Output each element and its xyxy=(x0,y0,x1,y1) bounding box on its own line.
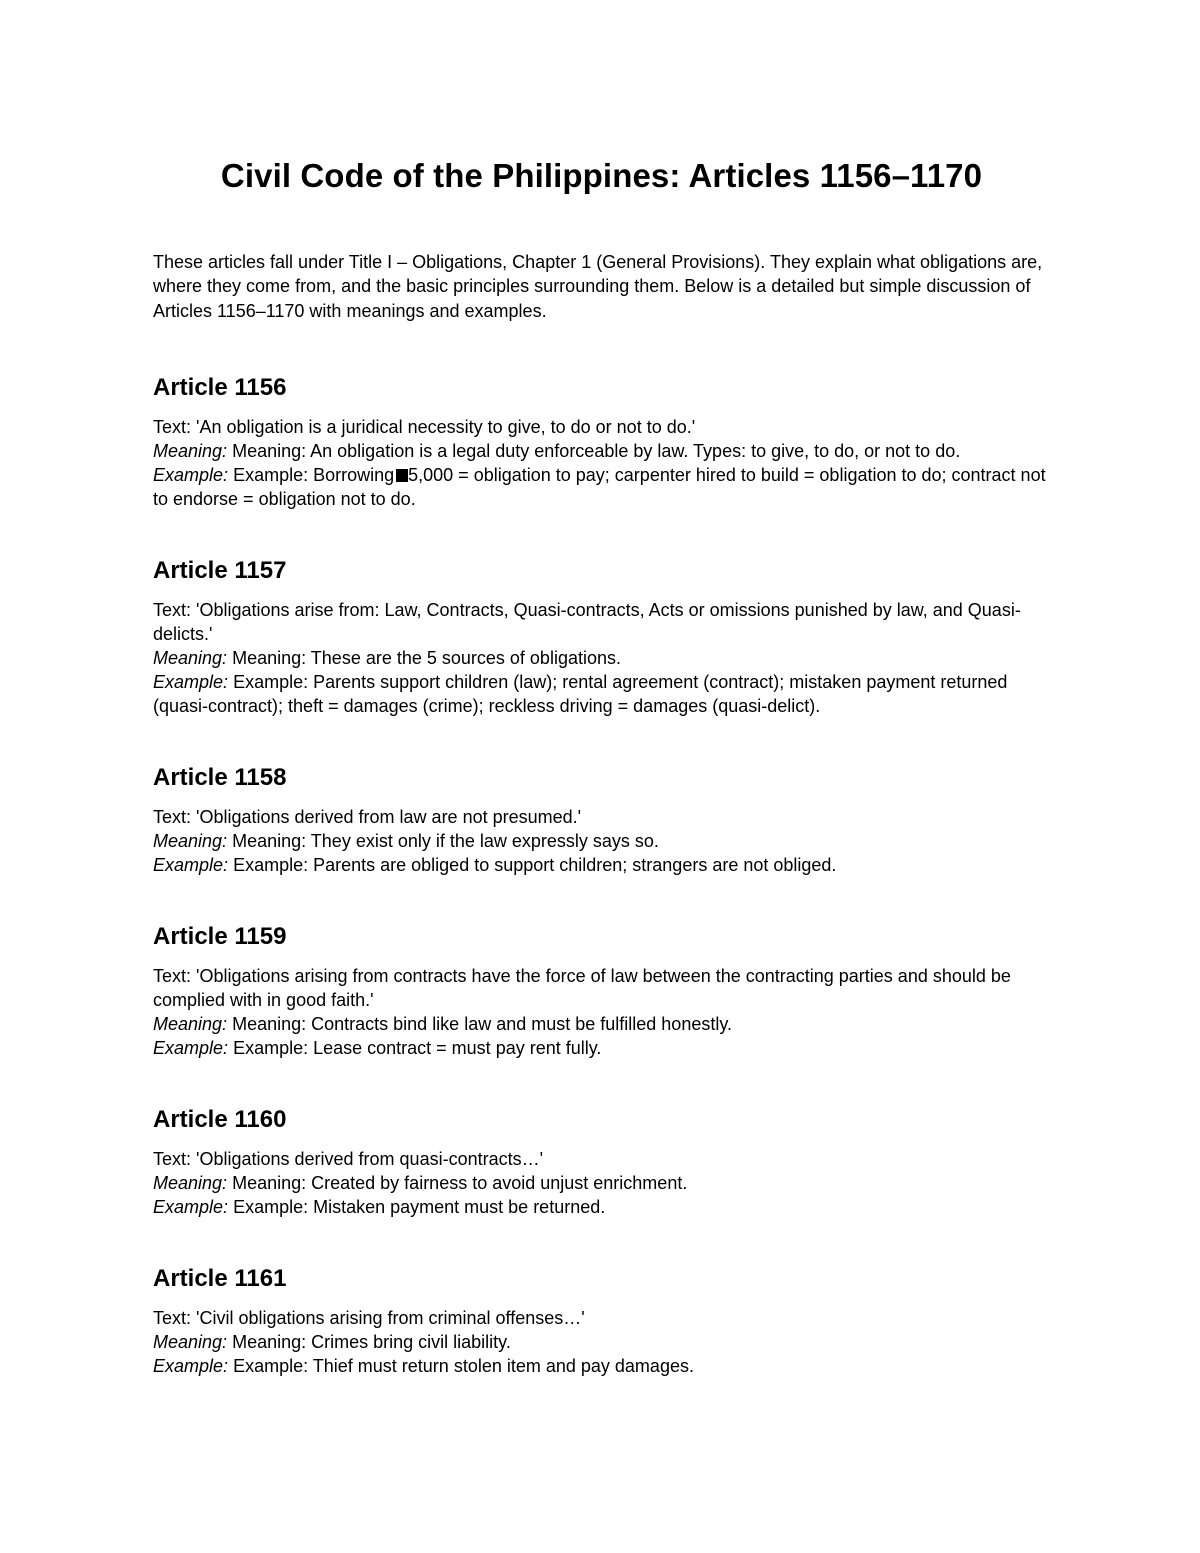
article-1159 xyxy=(153,920,1050,1060)
article-heading: Article 1156 xyxy=(153,373,287,401)
article-1156 xyxy=(153,371,1050,511)
article-example xyxy=(153,670,1050,718)
article-1161 xyxy=(153,1262,1050,1378)
article-example xyxy=(153,1354,1050,1378)
article-meaning xyxy=(153,829,1050,853)
example-label: Example: xyxy=(153,464,229,485)
article-text: Text: 'Civil obligations arising from criminal offenses…' xyxy=(153,1307,585,1328)
article-heading: Article 1160 xyxy=(153,1105,287,1133)
article-meaning xyxy=(153,1012,1050,1036)
meaning-label: Meaning: xyxy=(153,440,228,461)
article-heading: Article 1158 xyxy=(153,763,287,791)
article-1157 xyxy=(153,554,1050,718)
meaning-text: Meaning: They exist only if the law expressly says so. xyxy=(232,830,659,851)
meaning-label: Meaning: xyxy=(153,830,228,851)
meaning-text: Meaning: These are the 5 sources of obligations. xyxy=(232,647,621,668)
article-1160 xyxy=(153,1103,1050,1219)
example-label: Example: xyxy=(153,671,229,692)
meaning-label: Meaning: xyxy=(153,1013,228,1034)
example-text: Example: Parents support children (law); rental agreement (contract); mistaken payment returned (quasi-contract); theft = damages (crime); reckless driving = damages (quasi-delict). xyxy=(153,671,1008,716)
article-heading: Article 1157 xyxy=(153,556,287,584)
article-meaning xyxy=(153,646,1050,670)
meaning-label: Meaning: xyxy=(153,647,228,668)
intro-paragraph: These articles fall under Title I – Obligations, Chapter 1 (General Provisions). They explain what obligations are, where they come from, and the basic principles surrounding them. Below is a detailed but simple discussion of Articles 1156–1170 with meanings and examples. xyxy=(153,252,1043,321)
article-heading: Article 1159 xyxy=(153,922,287,950)
meaning-text: Meaning: Contracts bind like law and must be fulfilled honestly. xyxy=(232,1013,733,1034)
article-meaning xyxy=(153,439,1050,463)
missing-peso-glyph-icon xyxy=(396,469,408,482)
example-text-end: 5,000 = obligation to pay; carpenter hired to build = obligation to do; contract not to endorse = obligation not to do. xyxy=(153,464,1046,509)
article-text: Text: 'Obligations arise from: Law, Contracts, Quasi-contracts, Acts or omissions punished by law, and Quasi-delicts.' xyxy=(153,599,1021,644)
article-text: Text: 'Obligations derived from law are not presumed.' xyxy=(153,806,582,827)
article-heading: Article 1161 xyxy=(153,1264,287,1292)
example-text-start: Example: Borrowing xyxy=(233,464,395,485)
example-label: Example: xyxy=(153,1037,229,1058)
meaning-label: Meaning: xyxy=(153,1172,228,1193)
meaning-text: Meaning: An obligation is a legal duty enforceable by law. Types: to give, to do, or not to do. xyxy=(232,440,961,461)
meaning-text: Meaning: Crimes bring civil liability. xyxy=(232,1331,511,1352)
article-example xyxy=(153,1195,1050,1219)
example-text: Example: Mistaken payment must be returned. xyxy=(233,1196,606,1217)
article-text: Text: 'An obligation is a juridical necessity to give, to do or not to do.' xyxy=(153,416,696,437)
example-text: Example: Thief must return stolen item and pay damages. xyxy=(233,1355,694,1376)
article-text: Text: 'Obligations derived from quasi-contracts…' xyxy=(153,1148,544,1169)
example-label: Example: xyxy=(153,1355,229,1376)
article-1158 xyxy=(153,761,1050,877)
example-text: Example: Lease contract = must pay rent fully. xyxy=(233,1037,602,1058)
article-meaning xyxy=(153,1330,1050,1354)
article-text: Text: 'Obligations arising from contracts have the force of law between the contracting parties and should be complied with in good faith.' xyxy=(153,965,1011,1010)
article-example xyxy=(153,853,1050,877)
example-label: Example: xyxy=(153,854,229,875)
article-example xyxy=(153,1036,1050,1060)
meaning-label: Meaning: xyxy=(153,1331,228,1352)
article-example xyxy=(153,463,1050,511)
example-label: Example: xyxy=(153,1196,229,1217)
example-text: Example: Parents are obliged to support children; strangers are not obliged. xyxy=(233,854,837,875)
article-meaning xyxy=(153,1171,1050,1195)
meaning-text: Meaning: Created by fairness to avoid unjust enrichment. xyxy=(232,1172,688,1193)
document-title: Civil Code of the Philippines: Articles 1156–1170 xyxy=(220,157,983,194)
